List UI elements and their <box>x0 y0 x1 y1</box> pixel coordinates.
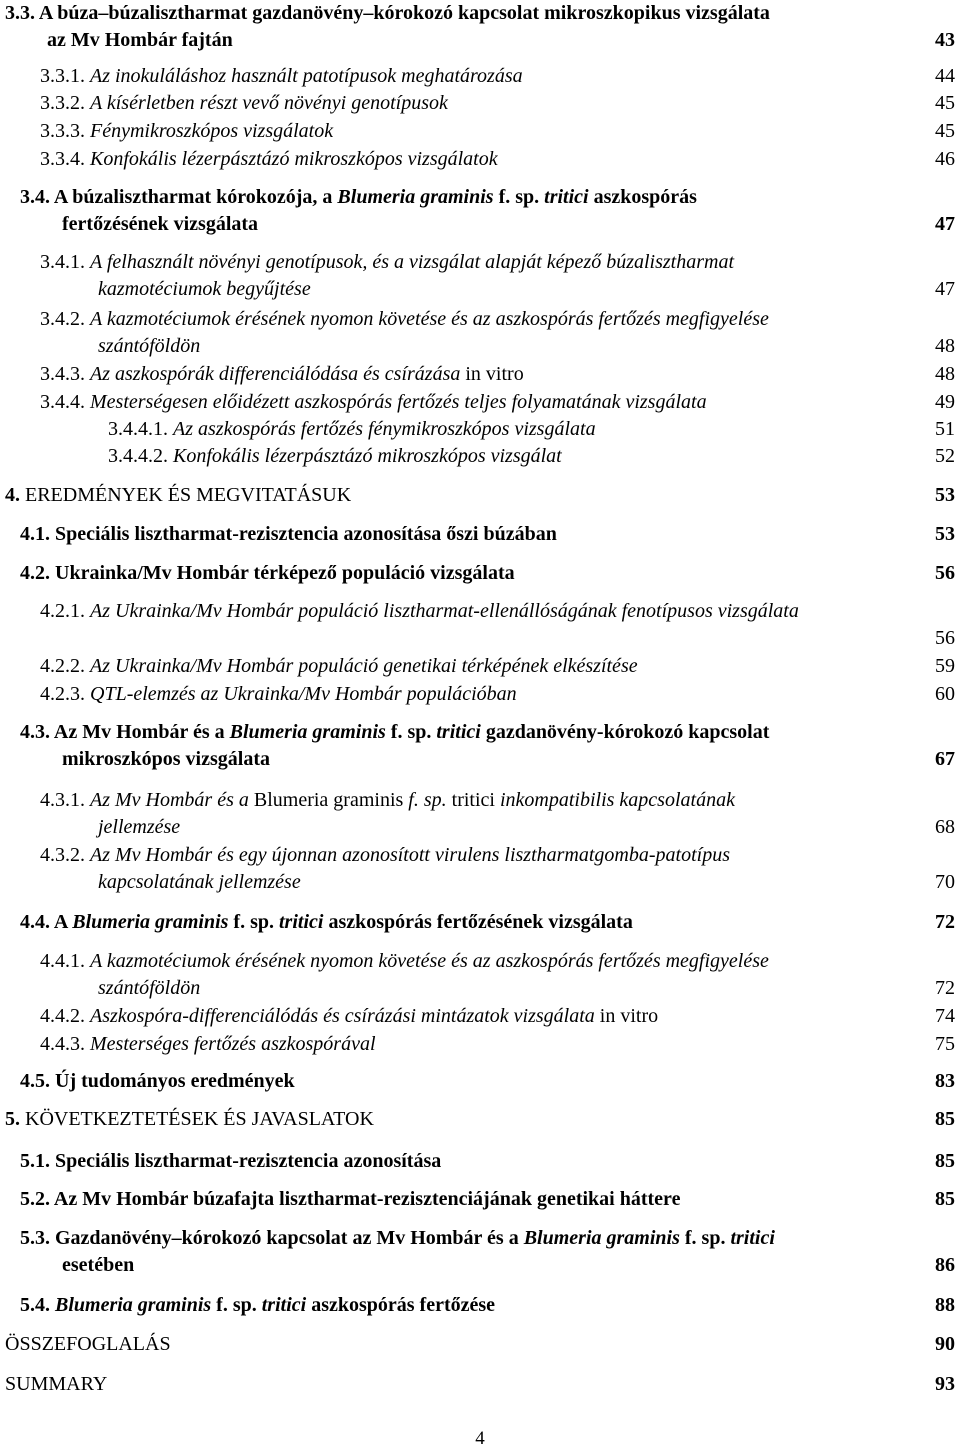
toc-entry-number: 3.4.4. <box>40 391 90 413</box>
toc-entry-line <box>40 118 955 145</box>
toc-entry-text: tritici <box>451 789 495 811</box>
toc-entry-text: A <box>53 911 73 933</box>
toc-page-number: 70 <box>935 871 955 893</box>
toc-entry[interactable] <box>40 361 955 388</box>
toc-entry[interactable] <box>20 560 955 587</box>
toc-entry-number: 5.1. <box>20 1150 55 1172</box>
toc-entry-number: 4.1. <box>20 523 55 545</box>
toc-entry-number: 3.4.4.2. <box>108 445 173 467</box>
toc-entry-number: 3.3.2. <box>40 92 90 114</box>
toc-entry-line <box>5 1106 955 1133</box>
toc-entry[interactable] <box>20 1068 955 1095</box>
toc-entry[interactable] <box>40 842 955 896</box>
toc-entry-number: 4.2. <box>20 562 55 584</box>
toc-entry-number: 3.3.4. <box>40 148 90 170</box>
toc-entry-line <box>40 842 955 869</box>
toc-entry-text: A búzalisztharmat kórokozója, a <box>53 186 338 208</box>
toc-page-number: 67 <box>935 748 955 770</box>
toc-entry[interactable] <box>20 184 955 238</box>
toc-page-number: 56 <box>935 627 955 649</box>
toc-entry-text: f. sp. <box>679 1227 731 1249</box>
toc-entry-number: 4.4. <box>20 911 54 933</box>
toc-page-number: 48 <box>935 335 955 357</box>
toc-entry-text: Az aszkospórás fertőzés fénymikroszkópos vizsgálata <box>173 418 596 440</box>
toc-page-number: 53 <box>935 523 955 545</box>
toc-entry-line <box>40 975 955 1002</box>
toc-entry-text: jellemzése <box>98 816 181 838</box>
toc-entry-line <box>40 276 955 303</box>
toc-entry-text: Az Ukrainka/Mv Hombár populáció lisztharmat-ellenállóságának fenotípusos vizsgálata <box>90 600 799 622</box>
toc-entry-line <box>5 0 955 27</box>
toc-entry-number: 3.4.3. <box>40 363 90 385</box>
toc-entry-number: 3.4.2. <box>40 308 90 330</box>
toc-entry[interactable] <box>40 681 955 708</box>
toc-page-number: 46 <box>935 148 955 170</box>
toc-entry-text: Speciális lisztharmat-rezisztencia azonosítása <box>55 1150 442 1172</box>
toc-entry[interactable] <box>40 948 955 1002</box>
toc-entry-text: Speciális lisztharmat-rezisztencia azonosítása őszi búzában <box>55 523 557 545</box>
toc-entry-number: 4. <box>5 484 25 506</box>
toc-entry-number: 4.3.2. <box>40 844 90 866</box>
toc-entry-text: QTL-elemzés az Ukrainka/Mv Hombár populációban <box>90 683 517 705</box>
toc-entry-line <box>5 482 955 509</box>
toc-entry-text: aszkospórás fertőzésének vizsgálata <box>323 911 633 933</box>
toc-entry-number: 5.2. <box>20 1188 54 1210</box>
toc-entry-number: 5.3. <box>20 1227 55 1249</box>
toc-entry-text: Az Mv Hombár és a <box>90 789 254 811</box>
toc-entry-text: tritici <box>544 186 589 208</box>
toc-page-number: 47 <box>935 278 955 300</box>
toc-page-number: 45 <box>935 92 955 114</box>
toc-entry-text: Blumeria graminis <box>523 1227 680 1249</box>
toc-page-number: 53 <box>935 484 955 506</box>
toc-entry[interactable] <box>20 909 955 936</box>
toc-entry-text: szántóföldön <box>98 977 201 999</box>
toc-entry-text: tritici <box>261 1294 307 1316</box>
toc-entry-line <box>40 361 955 388</box>
toc-entry-line <box>20 1252 955 1279</box>
toc-entry-number: 4.4.2. <box>40 1005 90 1027</box>
toc-entry-text: Az inokuláláshoz használt patotípusok meghatározása <box>90 65 523 87</box>
toc-entry-text: in vitro <box>460 363 524 385</box>
toc-entry-text: Blumeria graminis <box>55 1294 212 1316</box>
page-number: 4 <box>475 1428 485 1449</box>
toc-page-number: 47 <box>935 213 955 235</box>
toc-entry-line <box>40 598 955 625</box>
toc-entry[interactable] <box>40 90 955 117</box>
toc-page-number: 43 <box>935 29 955 51</box>
toc-page-number: 48 <box>935 363 955 385</box>
toc-entry-text: Fénymikroszkópos vizsgálatok <box>90 120 334 142</box>
toc-entry-text: Blumeria graminis <box>229 721 386 743</box>
toc-entry-number: 4.3. <box>20 721 54 743</box>
toc-page-number: 74 <box>935 1005 955 1027</box>
toc-entry-text: f. sp. <box>493 186 545 208</box>
toc-entry-number: 3.4.4.1. <box>108 418 173 440</box>
toc-page-number: 93 <box>935 1373 955 1395</box>
toc-entry-text: EREDMÉNYEK ÉS MEGVITATÁSUK <box>25 484 352 506</box>
toc-entry-text: f. sp. <box>211 1294 262 1316</box>
toc-entry-line <box>40 146 955 173</box>
toc-entry[interactable] <box>5 1106 955 1133</box>
toc-entry-text: A kazmotéciumok érésének nyomon követése és az aszkospórás fertőzés megfigyelése <box>90 950 769 972</box>
toc-entry-number: 3.4.1. <box>40 251 90 273</box>
toc-entry[interactable] <box>40 146 955 173</box>
toc-entry-number: 4.4.1. <box>40 950 90 972</box>
toc-entry-line <box>40 814 955 841</box>
toc-entry[interactable] <box>20 1186 955 1213</box>
toc-entry[interactable] <box>20 521 955 548</box>
toc-entry-text: aszkospórás fertőzése <box>306 1294 496 1316</box>
toc-entry-text: Új tudományos eredmények <box>55 1070 295 1092</box>
toc-entry-text: szántóföldön <box>98 335 201 357</box>
toc-entry-line <box>20 746 955 773</box>
toc-entry[interactable] <box>20 719 955 773</box>
toc-entry-text: Blumeria graminis <box>253 789 404 811</box>
toc-entry-line <box>40 333 955 360</box>
toc-entry-text: mikroszkópos vizsgálata <box>62 748 270 770</box>
toc-entry-line <box>40 787 955 814</box>
toc-entry-line <box>20 1068 955 1095</box>
toc-entry-line <box>20 1225 955 1252</box>
toc-entry-text: Konfokális lézerpásztázó mikroszkópos vizsgálatok <box>90 148 498 170</box>
toc-entry-line <box>108 416 955 443</box>
toc-entry-number: 4.3.1. <box>40 789 90 811</box>
toc-entry-number: 3.3. <box>5 2 39 24</box>
toc-entry-text: az Mv Hombár fajtán <box>47 29 233 51</box>
toc-page-number: 90 <box>935 1333 955 1355</box>
toc-entry[interactable] <box>40 598 955 652</box>
toc-entry-number: 3.3.1. <box>40 65 90 87</box>
toc-entry[interactable] <box>40 1003 955 1030</box>
toc-entry-line <box>40 653 955 680</box>
toc-entry-line <box>40 306 955 333</box>
toc-entry[interactable] <box>5 0 955 54</box>
toc-entry-text: Blumeria graminis <box>72 911 229 933</box>
toc-entry-text: A kísérletben részt vevő növényi genotípusok <box>90 92 448 114</box>
toc-entry-text: gazdanövény-kórokozó kapcsolat <box>480 721 770 743</box>
toc-entry[interactable] <box>40 118 955 145</box>
toc-entry-text: Az Mv Hombár és a <box>53 721 230 743</box>
toc-entry-text: kazmotéciumok begyűjtése <box>98 278 311 300</box>
toc-entry-number: 5. <box>5 1108 25 1130</box>
toc-entry[interactable] <box>108 443 955 470</box>
toc-entry-line <box>40 681 955 708</box>
toc-entry-text: SUMMARY <box>5 1373 108 1395</box>
toc-entry[interactable] <box>20 1225 955 1279</box>
toc-entry-line <box>20 184 955 211</box>
toc-entry[interactable] <box>20 1148 955 1175</box>
toc-page-number: 85 <box>935 1188 955 1210</box>
toc-page-number: 56 <box>935 562 955 584</box>
toc-page-number: 85 <box>935 1108 955 1130</box>
toc-entry-line <box>40 249 955 276</box>
toc-entry[interactable] <box>5 1371 955 1398</box>
toc-entry-line <box>20 909 955 936</box>
toc-entry-line <box>5 1331 955 1358</box>
toc-entry-text: tritici <box>436 721 481 743</box>
toc-entry-text: f. sp. <box>403 789 452 811</box>
toc-entry[interactable] <box>40 389 955 416</box>
toc-entry[interactable] <box>40 1031 955 1058</box>
toc-page-number: 44 <box>935 65 955 87</box>
toc-entry[interactable] <box>40 787 955 841</box>
toc-entry-text: Az Mv Hombár és egy újonnan azonosított virulens lisztharmatgomba-patotípus <box>90 844 730 866</box>
toc-page-number: 68 <box>935 816 955 838</box>
toc-entry-text: Az aszkospórák differenciálódása és csírázása <box>90 363 461 385</box>
toc-page-number: 59 <box>935 655 955 677</box>
toc-page-number: 52 <box>935 445 955 467</box>
toc-page-number: 85 <box>935 1150 955 1172</box>
toc-entry-text: A kazmotéciumok érésének nyomon követése és az aszkospórás fertőzés megfigyelése <box>90 308 769 330</box>
toc-entry-text: Mesterségesen előidézett aszkospórás fertőzés teljes folyamatának vizsgálata <box>90 391 707 413</box>
toc-entry-text: Ukrainka/Mv Hombár térképező populáció vizsgálata <box>55 562 515 584</box>
toc-entry-text: A felhasznált növényi genotípusok, és a vizsgálat alapját képező búzalisztharmat <box>90 251 735 273</box>
toc-entry-text: Az Mv Hombár búzafajta lisztharmat-rezisztenciájának genetikai háttere <box>53 1188 681 1210</box>
toc-entry-number: 4.2.2. <box>40 655 90 677</box>
toc-entry-number: 3.4. <box>20 186 54 208</box>
toc-entry-text: A búza–búzalisztharmat gazdanövény–kórokozó kapcsolat mikroszkopikus vizsgálata <box>38 2 770 24</box>
toc-entry-line <box>40 389 955 416</box>
toc-entry-line <box>108 443 955 470</box>
toc-entry-text: Mesterséges fertőzés aszkospórával <box>90 1033 376 1055</box>
toc-entry-text: fertőzésének vizsgálata <box>62 213 259 235</box>
toc-entry-text: tritici <box>730 1227 775 1249</box>
toc-entry-line <box>20 560 955 587</box>
toc-page-number: 75 <box>935 1033 955 1055</box>
toc-entry-line <box>40 90 955 117</box>
toc-entry-text: KÖVETKEZTETÉSEK ÉS JAVASLATOK <box>25 1108 374 1130</box>
toc-entry[interactable] <box>40 63 955 90</box>
toc-entry-number: 4.5. <box>20 1070 55 1092</box>
toc-entry[interactable] <box>108 416 955 443</box>
toc-entry-line <box>5 27 955 54</box>
toc-entry-line <box>20 1148 955 1175</box>
toc-entry-text: Konfokális lézerpásztázó mikroszkópos vizsgálat <box>173 445 562 467</box>
toc-page-number: 88 <box>935 1294 955 1316</box>
toc-entry-text: tritici <box>278 911 324 933</box>
toc-page-number: 60 <box>935 683 955 705</box>
toc-entry-number: 4.4.3. <box>40 1033 90 1055</box>
toc-entry[interactable] <box>40 306 955 360</box>
toc-entry[interactable] <box>20 1292 955 1319</box>
toc-entry-line <box>40 869 955 896</box>
toc-entry-line <box>40 948 955 975</box>
toc-entry-line <box>20 1186 955 1213</box>
toc-entry-line <box>40 63 955 90</box>
toc-page-number: 49 <box>935 391 955 413</box>
toc-entry-text: Aszkospóra-differenciálódás és csírázási mintázatok vizsgálata <box>90 1005 595 1027</box>
toc-entry-text: in vitro <box>594 1005 659 1027</box>
toc-page-number: 51 <box>935 418 955 440</box>
toc-entry-text: esetében <box>62 1254 135 1276</box>
toc-entry-number: 3.3.3. <box>40 120 90 142</box>
toc-entry-text: Blumeria graminis <box>337 186 494 208</box>
toc-entry-number: 4.2.3. <box>40 683 90 705</box>
toc-page-number: 72 <box>935 977 955 999</box>
toc-entry[interactable] <box>5 482 955 509</box>
toc-entry[interactable] <box>5 1331 955 1358</box>
toc-entry-line <box>20 521 955 548</box>
toc-page-number: 83 <box>935 1070 955 1092</box>
toc-entry-text: aszkospórás <box>588 186 697 208</box>
toc-entry-line <box>20 719 955 746</box>
toc-entry-line <box>40 1031 955 1058</box>
toc-entry-line <box>40 1003 955 1030</box>
toc-entry-line <box>20 211 955 238</box>
toc-entry-text: f. sp. <box>385 721 437 743</box>
toc-entry-text: Az Ukrainka/Mv Hombár populáció genetikai térképének elkészítése <box>90 655 638 677</box>
toc-entry-text: Gazdanövény–kórokozó kapcsolat az Mv Hombár és a <box>55 1227 524 1249</box>
toc-page-number: 72 <box>935 911 955 933</box>
toc-entry-text: ÖSSZEFOGLALÁS <box>5 1333 171 1355</box>
toc-entry-line <box>5 1371 955 1398</box>
toc-entry[interactable] <box>40 653 955 680</box>
toc-entry[interactable] <box>40 249 955 303</box>
toc-entry-text: kapcsolatának jellemzése <box>98 871 301 893</box>
toc-page-number: 86 <box>935 1254 955 1276</box>
toc-page-number: 45 <box>935 120 955 142</box>
toc-entry-text: inkompatibilis kapcsolatának <box>494 789 735 811</box>
toc-entry-line <box>20 1292 955 1319</box>
toc-entry-number: 4.2.1. <box>40 600 90 622</box>
toc-entry-number: 5.4. <box>20 1294 55 1316</box>
toc-entry-text: f. sp. <box>228 911 279 933</box>
